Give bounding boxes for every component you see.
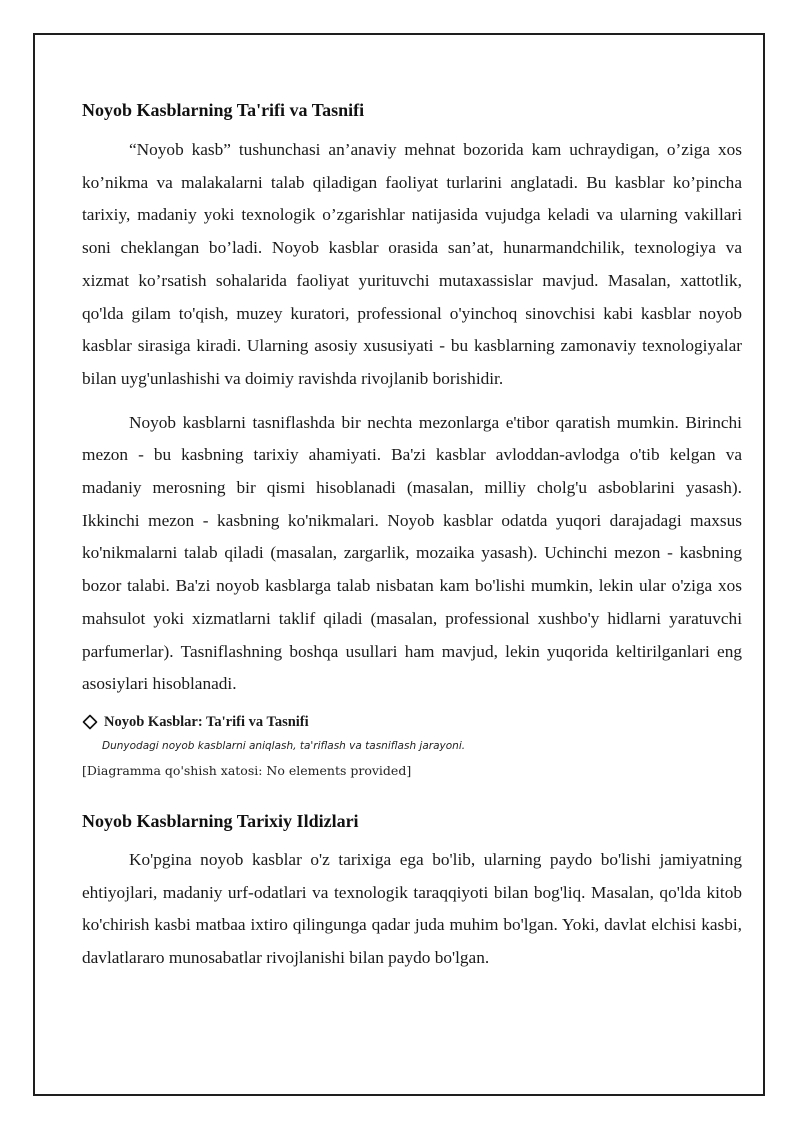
section-heading-definition: Noyob Kasblarning Ta'rifi va Tasnifi — [82, 100, 365, 120]
diamond-icon — [82, 714, 98, 730]
section-heading-history: Noyob Kasblarning Tarixiy Ildizlari — [82, 810, 359, 831]
document-content — [82, 98, 742, 986]
diagram-error-message: [Diagramma qo'shish xatosi: No elements provided] — [82, 762, 412, 778]
diagram-title-row — [82, 712, 742, 732]
paragraph-history: Ko'pgina noyob kasblar o'z tarixiga ega bo'lib, ularning paydo bo'lishi jamiyatning ehtiyojlari, madaniy urf-odatlari va texnologik taraqqiyoti bilan bog'liq. Masalan, qo'lda kitob ko'chirish kasbi matbaa ixtiro qilingunga qadar juda muhim bo'lgan. Yoki, davlat elchisi kasbi, davlatlararo munosabatlar rivojlanishi bilan paydo bo'lgan. — [82, 849, 742, 968]
paragraph-definition: “Noyob kasb” tushunchasi an’anaviy mehnat bozorida kam uchraydigan, o’ziga xos ko’nikma va malakalarni talab qiladigan faoliyat turlarini anglatadi. Bu kasblar ko’pincha tarixiy, madaniy yoki texnologik o’zgarishlar natijasida vujudga keladi va ularning vakillari soni cheklangan bo’ladi. Noyob kasblar orasida san’at, hunarmandchilik, texnologiya va xizmat ko’rsatish sohalarida faoliyat yurituvchi mutaxassislar mavjud. Masalan, xattotlik, qo'lda gilam to'qish, muzey kuratori, professional o'yinchoq sinovchisi kabi kasblar noyob kasblar sirasiga kiradi. Ularning asosiy xususiyati - bu kasblarning zamonaviy texnologiyalar bilan uyg'unlashishi va doimiy ravishda rivojlanib borishidir. — [82, 140, 742, 388]
diagram-block — [82, 712, 742, 780]
diagram-subtitle: Dunyodagi noyob kasblarni aniqlash, ta'riflash va tasniflash jarayoni. — [102, 739, 466, 752]
paragraph-classification: Noyob kasblarni tasniflashda bir nechta mezonlarga e'tibor qaratish mumkin. Birinchi mezon - bu kasbning tarixiy ahamiyati. Ba'zi kasblar avloddan-avlodga o'tib kelgan va madaniy merosning bir qismi hisoblanadi (masalan, milliy cholg'u asboblarini yasash). Ikkinchi mezon - kasbning ko'nikmalari. Noyob kasblar odatda yuqori darajadagi maxsus ko'nikmalarni talab qiladi (masalan, zargarlik, mozaika yasash). Uchinchi mezon - kasbning bozor talabi. Ba'zi noyob kasblarga talab nisbatan kam bo'lishi mumkin, lekin ular o'ziga xos mahsulot yoki xizmatlarni taklif qiladi (masalan, professional xushbo'y hidlarni yaratuvchi parfumerlar). Tasniflashning boshqa usullari ham mavjud, lekin yuqorida keltirilganlari eng asosiylari hisoblanadi. — [82, 412, 742, 694]
diagram-title: Noyob Kasblar: Ta'rifi va Tasnifi — [104, 713, 309, 730]
